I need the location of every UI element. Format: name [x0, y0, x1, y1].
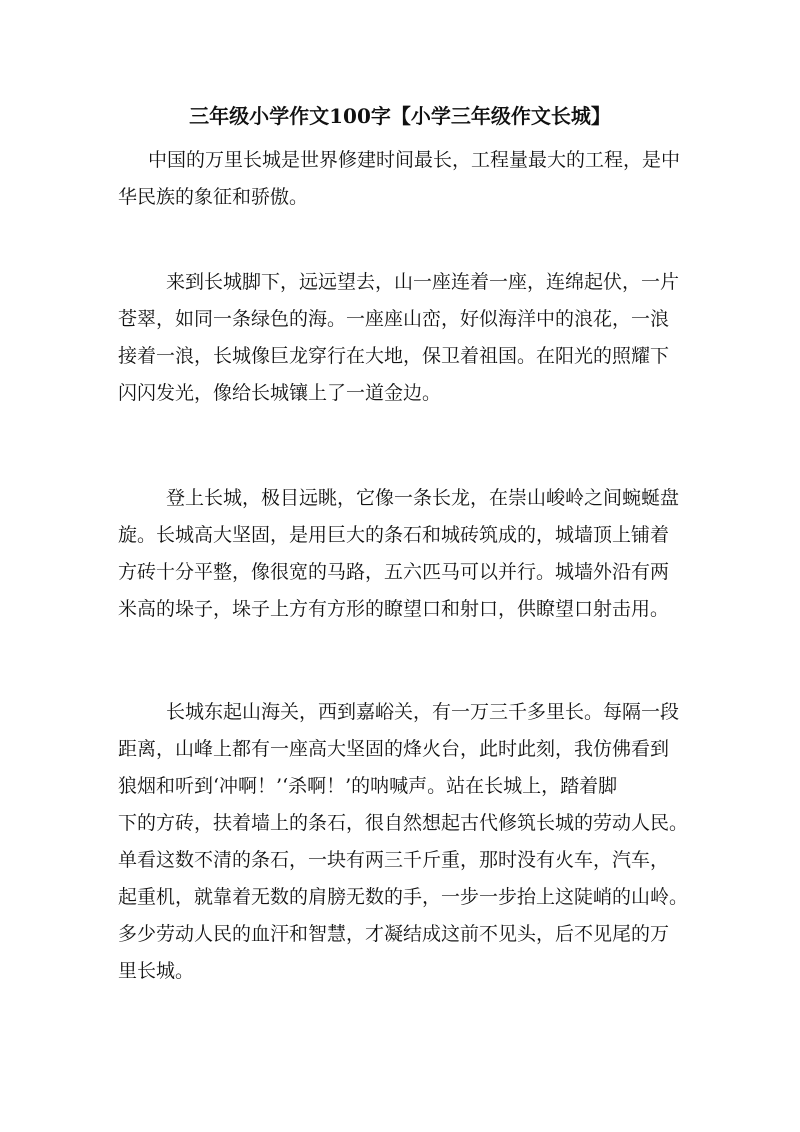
paragraph-line: 单看这数不清的条石，一块有两三千斤重，那时没有火车，汽车，	[118, 849, 670, 871]
paragraph-4	[118, 694, 688, 990]
paragraph-line: 下的方砖，扶着墙上的条石，很自然想起古代修筑长城的劳动人民。	[118, 812, 689, 834]
paragraph-3	[118, 480, 688, 628]
paragraph-line: 方砖十分平整，像很宽的马路，五六匹马可以并行。城墙外沿有两	[118, 561, 670, 583]
page-title: 三年级小学作文100字【小学三年级作文长城】	[189, 104, 611, 128]
paragraph-line: 华民族的象征和骄傲。	[118, 186, 309, 208]
paragraph-line: 苍翠，如同一条绿色的海。一座座山峦，好似海洋中的浪花，一浪	[118, 308, 670, 330]
paragraph-line: 旋。长城高大坚固，是用巨大的条石和城砖筑成的，城墙顶上铺着	[118, 524, 670, 546]
paragraph-line: 闪闪发光，像给长城镶上了一道金边。	[118, 382, 442, 404]
paragraph-line: 里长城。	[118, 960, 195, 982]
paragraph-line: 起重机，就靠着无数的肩膀无数的手，一步一步抬上这陡峭的山岭。	[118, 886, 689, 908]
paragraph-line: 接着一浪，长城像巨龙穿行在大地，保卫着祖国。在阳光的照耀下	[118, 345, 670, 367]
paragraph-line: 多少劳动人民的血汗和智慧，才凝结成这前不见头，后不见尾的万	[118, 923, 670, 945]
paragraph-line: 距离，山峰上都有一座高大坚固的烽火台，此时此刻，我仿佛看到	[118, 738, 670, 760]
paragraph-line: 来到长城脚下，远远望去，山一座连着一座，连绵起伏，一片	[166, 271, 680, 293]
paragraph-2	[118, 264, 688, 412]
paragraph-line: 登上长城，极目远眺，它像一条长龙，在崇山峻岭之间蜿蜒盘	[166, 487, 680, 509]
paragraph-line: 长城东起山海关，西到嘉峪关，有一万三千多里长。每隔一段	[166, 701, 680, 723]
paragraph-1	[118, 142, 688, 216]
paragraph-line: 中国的万里长城是世界修建时间最长，工程量最大的工程，是中	[148, 149, 681, 171]
paragraph-line: 米高的垛子，垛子上方有方形的瞭望口和射口，供瞭望口射击用。	[118, 598, 670, 620]
paragraph-line: 狼烟和听到‘冲啊！’‘杀啊！’的呐喊声。站在长城上，踏着脚	[118, 775, 618, 797]
